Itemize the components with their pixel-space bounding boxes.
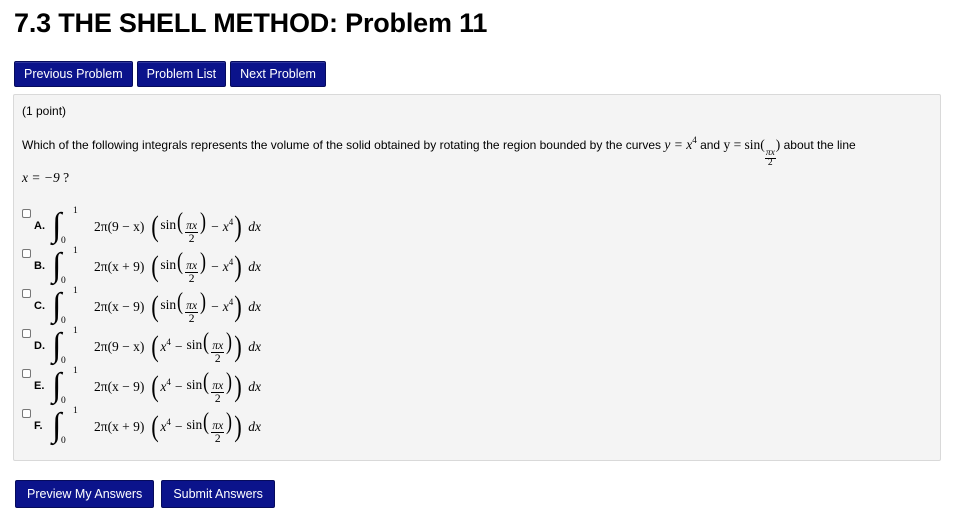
- choice-label: F.: [34, 420, 43, 432]
- choice-label: C.: [34, 300, 45, 312]
- choice-checkbox[interactable]: [22, 209, 31, 218]
- integrand: 2π(x + 9) ( $x^4$ − sin( $\frac{\pi x}{2}$ ) ) dx: [94, 408, 261, 445]
- pi-x-over-2-fraction: $\frac{\pi x}{2}$: [186, 299, 198, 325]
- pi-x-over-2-fraction: $\frac{\pi x}{2}$: [212, 339, 224, 365]
- choice-c: [14, 287, 414, 327]
- lower-limit: 0: [61, 236, 66, 246]
- integral-sign: ∫: [52, 367, 62, 404]
- dx-term: dx: [248, 259, 261, 274]
- curve2-suffix: ): [775, 137, 781, 152]
- question-text: [22, 135, 934, 188]
- dx-term: dx: [248, 299, 261, 314]
- x4-term: $x^4$: [160, 417, 171, 434]
- integrand: 2π(x − 9) ( sin( $\frac{\pi x}{2}$ ) − $x^4$ ) dx: [94, 288, 261, 325]
- x4-term: $x^4$: [222, 257, 234, 274]
- lower-limit: 0: [61, 316, 66, 326]
- dx-term: dx: [248, 379, 261, 394]
- submit-answers-button[interactable]: Submit Answers: [161, 480, 275, 508]
- lower-limit: 0: [61, 276, 66, 286]
- curve1-eq: y = x: [664, 137, 693, 152]
- question-mark: ?: [63, 170, 70, 185]
- sin-term: sin( $\frac{\pi x}{2}$ ): [186, 408, 233, 445]
- choice-checkbox[interactable]: [22, 249, 31, 258]
- shell-factor: 2π(9 − x): [94, 219, 145, 234]
- pi-x-over-2-fraction: $\frac{\pi x}{2}$: [186, 219, 198, 245]
- previous-problem-button[interactable]: Previous Problem: [14, 61, 133, 87]
- sin-term: sin( $\frac{\pi x}{2}$ ): [160, 288, 207, 325]
- integrand: 2π(x + 9) ( sin( $\frac{\pi x}{2}$ ) − $x^4$ ) dx: [94, 248, 261, 285]
- choice-label: B.: [34, 260, 45, 272]
- prompt-text-2: about the line: [780, 138, 856, 152]
- and-text: and: [696, 138, 724, 152]
- choice-a: [14, 207, 414, 247]
- upper-limit: 1: [73, 206, 78, 216]
- preview-answers-button[interactable]: Preview My Answers: [15, 480, 154, 508]
- integral-sign: ∫: [52, 327, 62, 364]
- choice-b: [14, 247, 414, 287]
- problem-list-button[interactable]: Problem List: [137, 61, 226, 87]
- prompt-text: Which of the following integrals represents the volume of the solid obtained by rotating the region bounded by the curves: [22, 138, 665, 152]
- dx-term: dx: [248, 419, 261, 434]
- pi-x-over-2-fraction: $\frac{\pi x}{2}$: [212, 379, 224, 405]
- x4-term: $x^4$: [160, 377, 171, 394]
- dx-term: dx: [248, 219, 261, 234]
- shell-factor: 2π(x + 9): [94, 259, 145, 274]
- integral-sign: ∫: [52, 207, 62, 244]
- curve2-prefix: y = sin(: [723, 137, 765, 152]
- choice-f: [14, 407, 414, 447]
- shell-factor: 2π(9 − x): [94, 339, 145, 354]
- choice-checkbox[interactable]: [22, 289, 31, 298]
- integral-sign: ∫: [52, 407, 62, 444]
- integrand: 2π(9 − x) ( sin( $\frac{\pi x}{2}$ ) − $x^4$ ) dx: [94, 208, 261, 245]
- next-problem-button[interactable]: Next Problem: [230, 61, 326, 87]
- choice-label: D.: [34, 340, 45, 352]
- upper-limit: 1: [73, 326, 78, 336]
- page-title: 7.3 THE SHELL METHOD: Problem 11: [14, 8, 488, 38]
- sin-term: sin( $\frac{\pi x}{2}$ ): [160, 208, 207, 245]
- x4-term: $x^4$: [160, 337, 171, 354]
- problem-nav: [14, 61, 326, 87]
- shell-factor: 2π(x − 9): [94, 299, 145, 314]
- x4-term: $x^4$: [222, 297, 234, 314]
- pi-x-over-2-fraction: $\frac{\pi x}{2}$: [212, 419, 224, 445]
- integrand: 2π(x − 9) ( $x^4$ − sin( $\frac{\pi x}{2}$ ) ) dx: [94, 368, 261, 405]
- pi-x-over-2-fraction: $\frac{\pi x}{2}$: [186, 259, 198, 285]
- curve2-fraction: $\frac{\pi x}{2}$: [765, 148, 775, 168]
- upper-limit: 1: [73, 366, 78, 376]
- curve1-exponent: 4: [692, 135, 697, 145]
- choice-checkbox[interactable]: [22, 409, 31, 418]
- upper-limit: 1: [73, 406, 78, 416]
- shell-factor: 2π(x + 9): [94, 419, 145, 434]
- integral-sign: ∫: [52, 247, 62, 284]
- points-label: (1 point): [22, 104, 67, 118]
- upper-limit: 1: [73, 286, 78, 296]
- choice-label: E.: [34, 380, 45, 392]
- x4-term: $x^4$: [222, 217, 234, 234]
- shell-factor: 2π(x − 9): [94, 379, 145, 394]
- choice-label: A.: [34, 220, 45, 232]
- lower-limit: 0: [61, 436, 66, 446]
- integral-sign: ∫: [52, 287, 62, 324]
- sin-term: sin( $\frac{\pi x}{2}$ ): [186, 328, 233, 365]
- choice-checkbox[interactable]: [22, 329, 31, 338]
- problem-panel: [13, 94, 941, 461]
- sin-term: sin( $\frac{\pi x}{2}$ ): [160, 248, 207, 285]
- integrand: 2π(9 − x) ( $x^4$ − sin( $\frac{\pi x}{2}$ ) ) dx: [94, 328, 261, 365]
- choice-checkbox[interactable]: [22, 369, 31, 378]
- dx-term: dx: [248, 339, 261, 354]
- choice-d: [14, 327, 414, 367]
- lower-limit: 0: [61, 396, 66, 406]
- action-bar: [15, 480, 275, 508]
- axis-line-eq: x = −9: [22, 170, 60, 185]
- lower-limit: 0: [61, 356, 66, 366]
- choice-e: [14, 367, 414, 407]
- upper-limit: 1: [73, 246, 78, 256]
- sin-term: sin( $\frac{\pi x}{2}$ ): [186, 368, 233, 405]
